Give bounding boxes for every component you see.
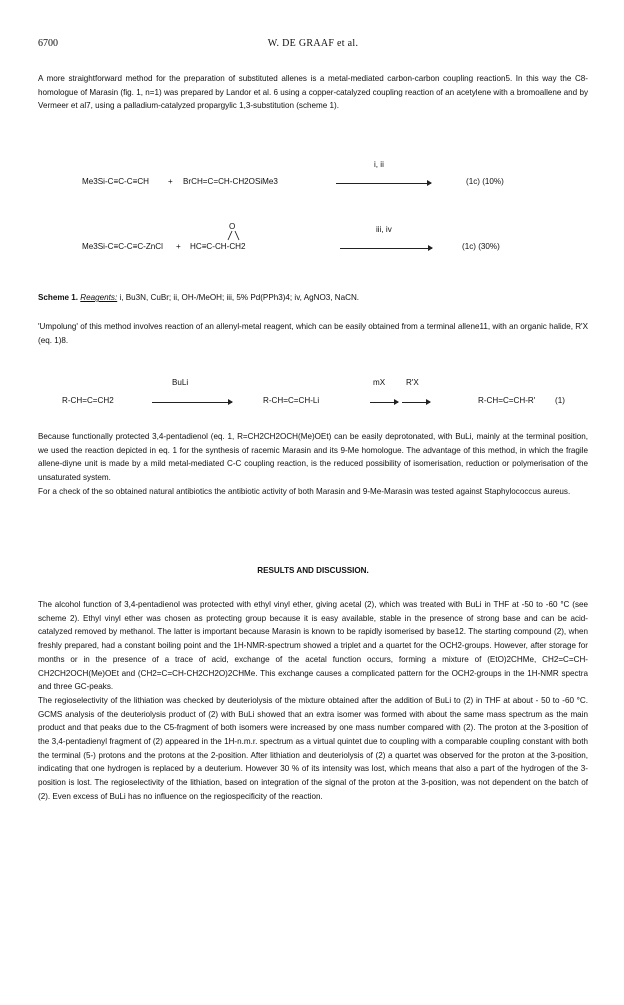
eq1-reagent2a: mX — [373, 378, 386, 387]
eq1-arrow2a — [370, 402, 398, 403]
approach-block — [38, 430, 588, 499]
scheme-row1-plus: + — [168, 177, 173, 186]
scheme-row2-plus: + — [176, 242, 181, 251]
scheme-row1-product: (1c) (10%) — [466, 177, 504, 186]
running-header — [38, 38, 588, 52]
eq1-label: (1) — [555, 396, 565, 405]
page-number: 6700 — [38, 38, 58, 49]
results-paragraph-1: The alcohol function of 3,4-pentadienol was protected with ethyl vinyl ether, giving acetal (2), which was treated with BuLi in THF at -50 to -60 °C (see scheme 2). Ethyl vinyl ether was chosen as protecting group because it is easy available, stable in the presence of strong base and can be acid-catalyzed removed by methanol. The latter is important because Marasin is known to be rapidly isomerised by base12. The starting compound (2), when freshly prepared, had a constant boiling point and the 1H-NMR-spectrum showed a triplet and a quartet for the OCH2-groups. However, after storage for months or in the presence of a trace of acid, exchange of the acetal function occurs, forming a mixture of (EtO)2CHMe, CH2=C=CH-CH2CH2OCH(Me)OEt and (CH2=C=CH-CH2CH2O)2CHMe. This exchange causes a complicated pattern for the OCH2-groups in the 1H-NMR spectra and three GC-peaks. — [38, 600, 588, 692]
eq1-product: R-CH=C=CH-R' — [478, 396, 536, 405]
intro-paragraph: A more straightforward method for the preparation of substituted allenes is a metal-mediated carbon-carbon coupling reaction5. In this way the C8-homologue of Marasin (fig. 1, n=1) was prepared by Landor et al. 6 using a copper-catalyzed coupling reaction of an acetylene with a bromoallene and by Vermeer et al7, using a palladium-catalyzed propargylic 1,3-substitution (scheme 1). — [38, 74, 588, 111]
scheme-row2-product: (1c) (30%) — [462, 242, 500, 251]
eq1-intermediate: R-CH=C=CH-Li — [263, 396, 320, 405]
scheme-row2-reactant2: HC≡C-CH-CH2 — [190, 242, 246, 251]
scheme-row1-reactant2: BrCH=C=CH-CH2OSiMe3 — [183, 177, 278, 186]
scheme-caption — [38, 293, 359, 302]
running-head: W. DE GRAAF et al. — [267, 38, 359, 49]
epoxide-bonds — [225, 229, 245, 243]
scheme-caption-label: Scheme 1. — [38, 293, 79, 302]
scheme-row1-conditions: i, ii — [374, 160, 384, 169]
scheme-row2-conditions: iii, iv — [376, 225, 392, 234]
umpolung-paragraph: 'Umpolung' of this method involves reaction of an allenyl-metal reagent, which can be easily obtained from a terminal allene11, with an organic halide, R'X (eq. 1)8. — [38, 322, 588, 345]
section-heading: RESULTS AND DISCUSSION. — [257, 566, 369, 575]
approach-paragraph: Because functionally protected 3,4-pentadienol (eq. 1, R=CH2CH2OCH(Me)OEt) can be easily deprotonated, with BuLi, mainly at the terminal position, we used the reaction depicted in eq. 1 for the synthesis of racemic Marasin and its 9-Me homologue. The advantage of this method, in which the fragile allene-diyne unit is made by a mild metal-mediated C-C coupling reaction, is the reduced possibility of isomerisation, reduction or polymerisation of the unsaturated system. — [38, 432, 588, 483]
scheme-row1-reactant1: Me3Si-C≡C-C≡CH — [82, 177, 150, 186]
eq1-reagent2b: R'X — [406, 378, 419, 387]
results-paragraph-2: The regioselectivity of the lithiation was checked by deuteriolysis of the mixture obtained after the addition of BuLi to (2) in THF at about - 50 to -60 °C. GCMS analysis of the deuteriolysis product of (2) with BuLi showed that an extra isomer was formed with about the same mass spectrum as the main product and that peaks due to the C5-fragment of both isomers were increased by one mass number compared with (2). The proton at the 3-position of the 3,4-pentadienyl fragment of (2) appeared in the 1H-n.m.r. spectrum as a virtual quintet due to coupling with a comparable coupling constant with both the terminal (5-) protons and the protons at the 2-position. After lithiation and deuteriolysis of (2) a quartet was observed for the proton at the 3-position, indicating that one hydrogen is replaced by a deuterium. However 30 % of its intensity was lost, which means that also a part of the hydrogen of the 3-position is lost. The regioselectivity of the lithiation, based on integration of the signal of the proton at the 3-position, was not dependent on the batch of (2). Even excess of BuLi has no influence on the regiospecificity of the reaction. — [38, 695, 588, 801]
results-block — [38, 598, 588, 804]
scheme-row2-arrow — [340, 248, 432, 249]
eq1-arrow2b — [402, 402, 430, 403]
scheme-row1-arrow — [336, 183, 431, 184]
check-paragraph: For a check of the so obtained natural antibiotics the antibiotic activity of both Marasin and 9-Me-Marasin was tested against Staphylococcus aureus. — [38, 486, 571, 496]
scheme-caption-text: i, Bu3N, CuBr; ii, OH-/MeOH; iii, 5% Pd(PPh3)4; iv, AgNO3, NaCN. — [119, 293, 360, 302]
eq1-reagent1: BuLi — [172, 378, 189, 387]
eq1-start: R-CH=C=CH2 — [62, 396, 114, 405]
scheme-caption-reagents-label: Reagents: — [80, 293, 118, 302]
scheme-row2-reactant1: Me3Si-C≡C-C≡C-ZnCl — [82, 242, 163, 251]
epoxide-oxygen: O — [229, 222, 236, 231]
eq1-arrow1 — [152, 402, 232, 403]
